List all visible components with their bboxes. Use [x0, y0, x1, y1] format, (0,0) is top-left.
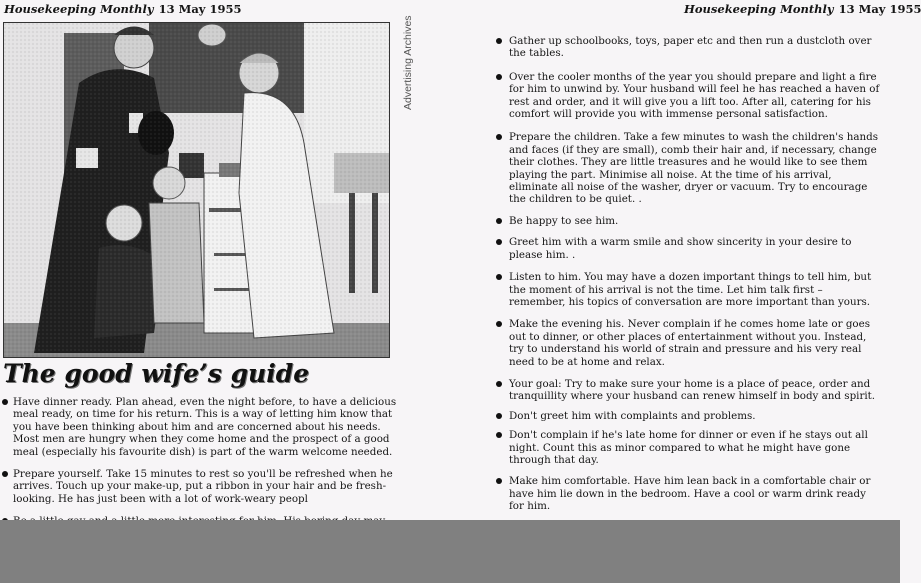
- guide-item: [496, 410, 880, 422]
- bullet-icon: [496, 218, 502, 224]
- publication-date: 13 May 1955: [158, 2, 242, 16]
- image-credit: [390, 15, 414, 112]
- article-column-left: [2, 396, 398, 540]
- guide-item-text: Gather up schoolbooks, toys, paper etc and then run a dustcloth over the tables.: [509, 35, 872, 60]
- guide-item: [496, 475, 880, 512]
- guide-item-text: Don't complain if he's late home for dinner or even if he stays out all night. Count this as minor compared to what he might have gone through that day.: [509, 429, 868, 466]
- bullet-icon: [496, 321, 502, 327]
- guide-item: [496, 236, 880, 261]
- bullet-icon: [2, 471, 8, 477]
- bullet-icon: [496, 381, 502, 387]
- publication-name: Housekeeping Monthly: [684, 2, 834, 16]
- illustration-kitchen-scene: [3, 22, 390, 358]
- guide-item: [2, 468, 398, 505]
- guide-item: [2, 396, 398, 458]
- article-title: The good wife’s guide: [3, 359, 310, 388]
- guide-item: [496, 429, 880, 466]
- guide-item-text: Have dinner ready. Plan ahead, even the night before, to have a delicious meal ready, on time for his return. This is a way of letting him know that you have been thinking about him and are concerned about his needs. Most men are hungry when they come home and the prospect of a good meal (especially his favourite dish) is part of the warm welcome needed.: [13, 396, 397, 458]
- image-credit-text: Advertising Archives: [402, 15, 414, 110]
- guide-item-text: Make him comfortable. Have him lean back in a comfortable chair or have him lie down in the bedroom. Have a cool or warm drink ready for him.: [509, 475, 871, 513]
- bottom-gray-band: [0, 520, 900, 583]
- bullet-icon: [496, 274, 502, 280]
- guide-item-text: Greet him with a warm smile and show sincerity in your desire to please him. .: [509, 236, 852, 261]
- guide-item-text: Prepare yourself. Take 15 minutes to rest so you'll be refreshed when he arrives. Touch up your make-up, put a ribbon in your hair and be fresh-looking. He has just been with a lot of work-weary peopl: [13, 468, 393, 505]
- guide-item-text: Listen to him. You may have a dozen important things to tell him, but the moment of his arrival is not the time. Let him talk first – remember, his topics of conversation are more important than yours.: [509, 271, 872, 308]
- bullet-icon: [496, 74, 502, 80]
- bullet-icon: [496, 478, 502, 484]
- bullet-icon: [496, 239, 502, 245]
- publication-date: 13 May 1955: [838, 2, 921, 16]
- guide-item: [496, 35, 880, 60]
- guide-item-text: Over the cooler months of the year you should prepare and light a fire for him to unwind by. Your husband will feel he has reached a haven of rest and order, and it will give you a lift too. After all, catering for his comfort will provide you with immense personal satisfaction.: [509, 70, 880, 121]
- guide-item-text: Make the evening his. Never complain if he comes home late or goes out to dinner, or other places of entertainment without you. Instead, try to understand his world of strain and pressure and his very real need to be at home and relax.: [509, 318, 870, 368]
- bullet-icon: [496, 432, 502, 438]
- guide-item-text: Be happy to see him.: [509, 214, 619, 227]
- bullet-icon: [496, 134, 502, 140]
- guide-item: [496, 271, 880, 308]
- illustration-drawing: [4, 23, 389, 357]
- bullet-icon: [496, 38, 502, 44]
- guide-item-text: Prepare the children. Take a few minutes to wash the children's hands and faces (if they are small), comb their hair and, if necessary, change their clothes. They are little treasures and he would like to see them playing the part. Minimise all noise. At the time of his arrival, eliminate all noise of the washer, dryer or vacuum. Try to encourage the children to be quiet. .: [509, 131, 878, 206]
- guide-item: [496, 378, 880, 403]
- guide-item: [496, 71, 880, 121]
- bullet-icon: [2, 399, 8, 405]
- guide-item-text: Don't greet him with complaints and problems.: [509, 409, 756, 422]
- masthead-right: [684, 0, 921, 18]
- publication-name: Housekeeping Monthly: [4, 2, 154, 16]
- article-column-right: [496, 35, 880, 568]
- guide-item: [496, 318, 880, 368]
- guide-item: [496, 131, 880, 205]
- guide-item: [496, 215, 880, 227]
- bullet-icon: [496, 413, 502, 419]
- masthead-left: [4, 0, 241, 18]
- guide-item-text: Your goal: Try to make sure your home is a place of peace, order and tranquillity where your husband can renew himself in body and spirit.: [509, 377, 876, 403]
